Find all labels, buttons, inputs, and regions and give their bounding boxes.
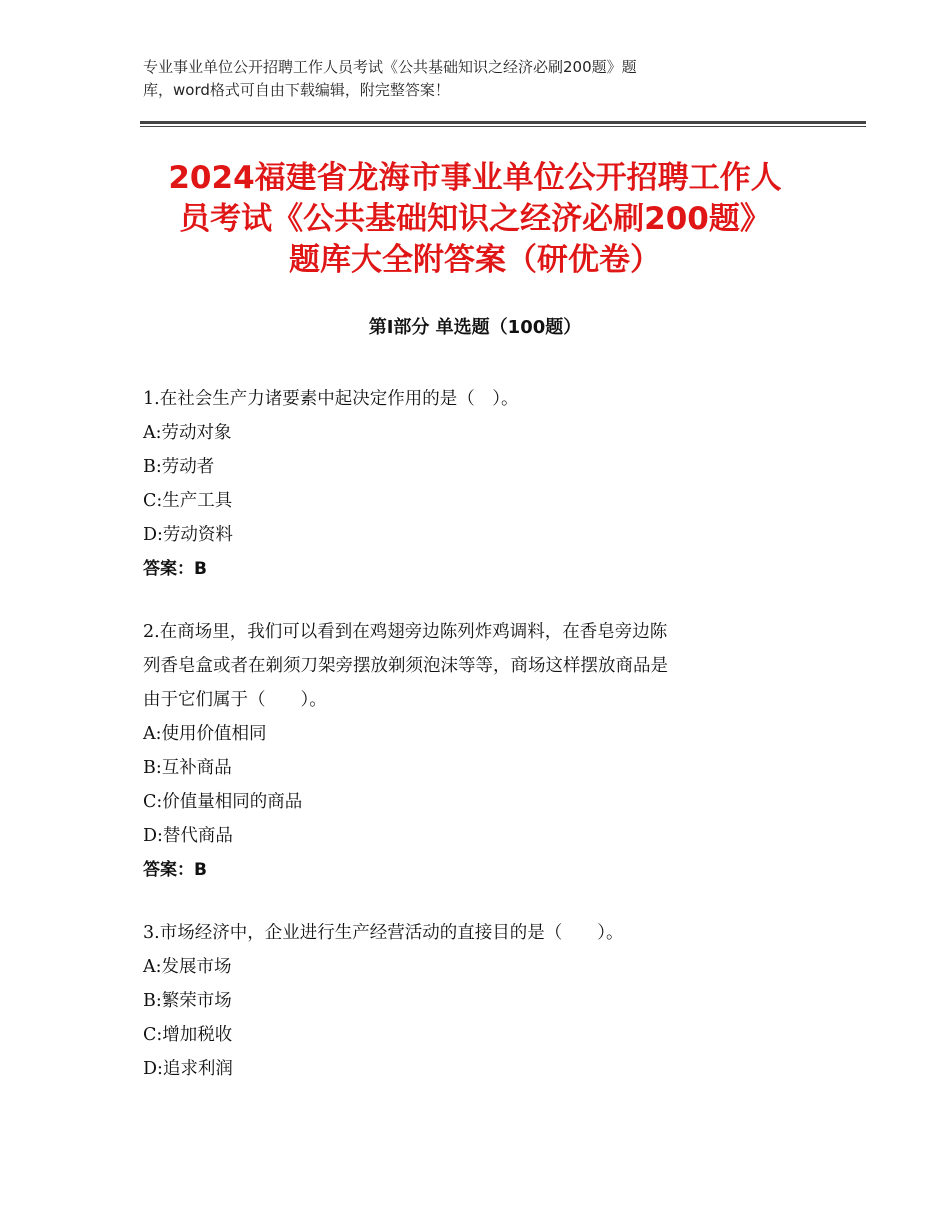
answer-line: 答案：B [143,860,207,880]
title-line: 员考试《公共基础知识之经济必刷200题》 [179,201,771,237]
option-d: D:追求利润 [143,1059,233,1079]
question-stem [143,615,823,717]
question-stem-line: 2.在商场里，我们可以看到在鸡翅旁边陈列炸鸡调料，在香皂旁边陈 [143,622,668,642]
question-1 [143,382,823,586]
option-b: B:互补商品 [143,758,232,778]
question-stem-line: 由于它们属于（ ）。 [143,690,327,710]
document-title [100,158,850,281]
option-a: A:劳动对象 [143,423,232,443]
option-c: C:增加税收 [143,1025,233,1045]
answer-line: 答案：B [143,559,207,579]
section-heading: 第Ⅰ部分 单选题（100题） [368,317,582,338]
option-b: B:繁荣市场 [143,991,232,1011]
question-list [143,382,823,1115]
title-line: 2024福建省龙海市事业单位公开招聘工作人 [168,160,782,196]
question-stem-line: 列香皂盒或者在剃须刀架旁摆放剃须泡沫等等，商场这样摆放商品是 [143,656,668,676]
option-a: A:发展市场 [143,957,232,977]
question-2 [143,615,823,887]
option-a: A:使用价值相同 [143,724,267,744]
question-stem [143,382,823,416]
option-b: B:劳动者 [143,457,215,477]
option-d: D:替代商品 [143,826,233,846]
question-stem [143,916,823,950]
question-stem-line: 3.市场经济中，企业进行生产经营活动的直接目的是（ ）。 [143,923,624,943]
option-d: D:劳动资料 [143,525,233,545]
header-divider-thick [140,121,866,124]
title-line: 题库大全附答案（研优卷） [289,242,661,278]
header-note-line: 专业事业单位公开招聘工作人员考试《公共基础知识之经济必刷200题》题 [143,58,637,76]
header-note-line: 库，word格式可自由下载编辑，附完整答案！ [143,81,450,99]
question-stem-line: 1.在社会生产力诸要素中起决定作用的是（ ）。 [143,389,519,409]
option-c: C:生产工具 [143,491,233,511]
option-c: C:价值量相同的商品 [143,792,303,812]
question-3 [143,916,823,1086]
header-note [143,56,803,102]
header-divider-thin [140,126,866,127]
